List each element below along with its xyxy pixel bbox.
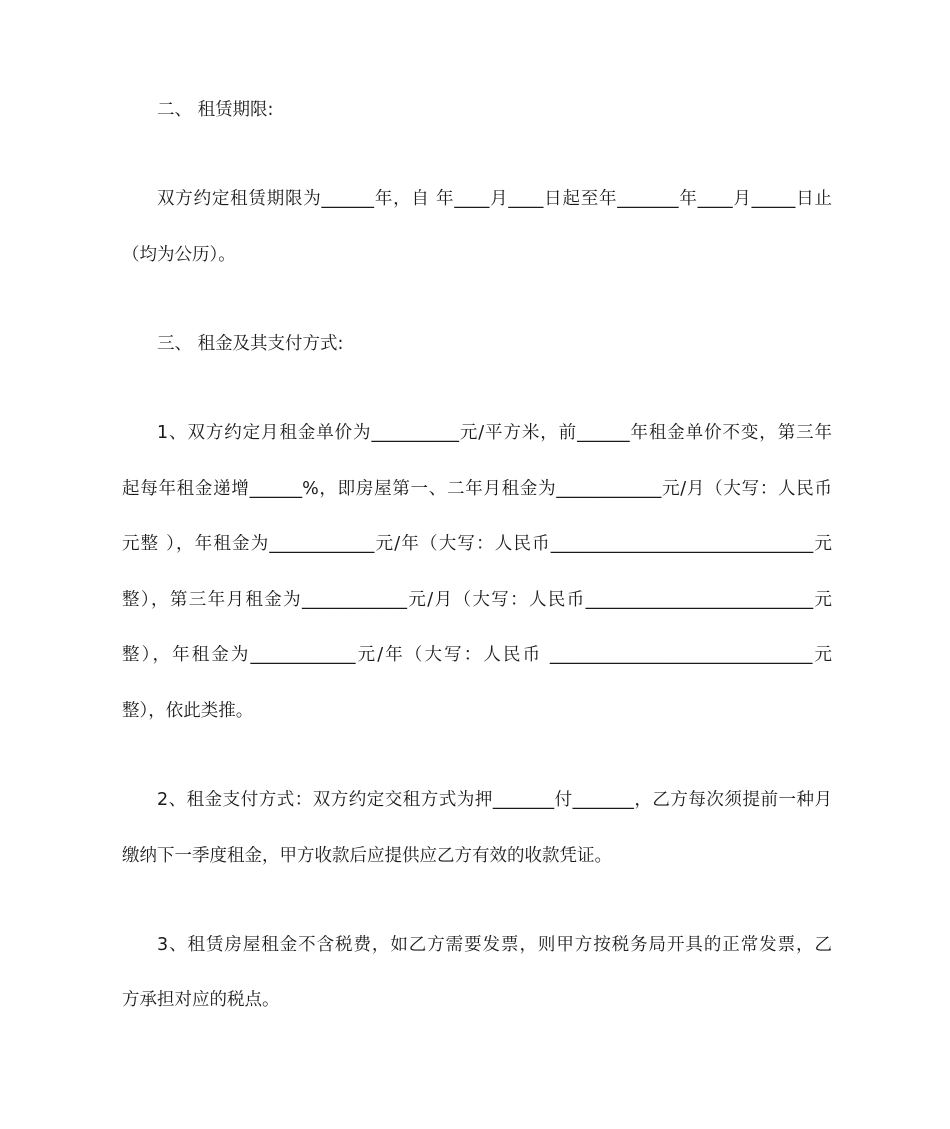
rent-item1-line-4: 整），第三年月租金为____________元/月（大写：人民币__________________________元 <box>122 590 832 610</box>
rent-item1-line-3: 元整 ），年租金为____________元/年（大写：人民币______________________________元 <box>122 534 832 554</box>
rent-item2-line-2: 缴纳下一季度租金，甲方收款后应提供应乙方有效的收款凭证。 <box>122 846 612 866</box>
rent-item3-line-2: 方承担对应的税点。 <box>122 990 280 1010</box>
rent-item1-line-6: 整），依此类推。 <box>122 701 254 721</box>
rent-item1-line-5: 整），年租金为____________元/年（大写：人民币 ______________________________元 <box>122 645 832 665</box>
lease-term-line-1: 双方约定租赁期限为______年，自 年____月____日起至年_______年____月_____日止 <box>157 189 832 209</box>
rent-item1-line-1: 1、双方约定月租金单价为__________元/平方米，前______年租金单价不变，第三年 <box>157 423 832 443</box>
rent-item3-line-1: 3、租赁房屋租金不含税费，如乙方需要发票，则甲方按税务局开具的正常发票，乙 <box>157 935 832 955</box>
rent-item2-line-1: 2、租金支付方式：双方约定交租方式为押_______付_______，乙方每次须提前一种月 <box>157 790 832 810</box>
section-heading-lease-term: 二、 租赁期限: <box>157 100 274 120</box>
lease-term-line-2: （均为公历）。 <box>122 245 236 265</box>
section-heading-rent-payment: 三、 租金及其支付方式: <box>157 334 344 354</box>
rent-item1-line-2: 起每年租金递增______%，即房屋第一、二年月租金为____________元/月（大写：人民币 <box>122 479 832 499</box>
